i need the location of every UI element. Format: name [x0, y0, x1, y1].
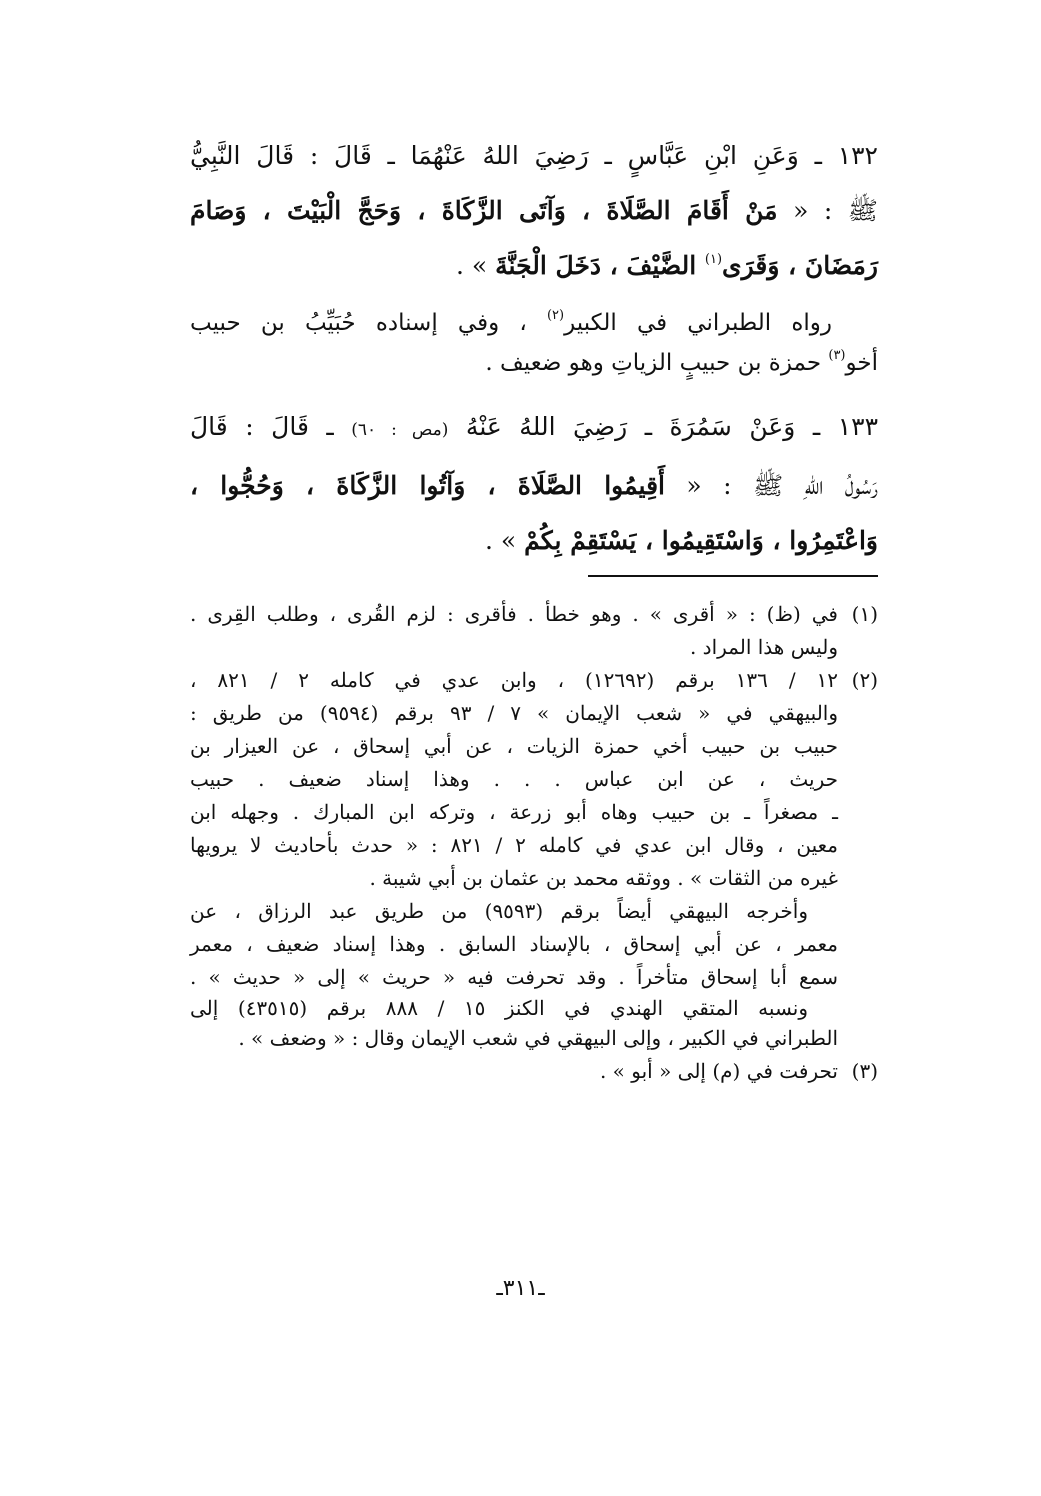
- manuscript-ref: (مص : ٦٠): [351, 420, 449, 440]
- hadith-133-line-2: [190, 458, 878, 513]
- footnote-separator: [588, 575, 878, 577]
- commentary-132-line-1: [190, 303, 878, 343]
- footnote-3: [190, 1055, 878, 1088]
- hadith-133-matn-2: وَاعْتَمِرُوا ، وَاسْتَقِيمُوا ، يَسْتَقِمْ بِكُمْ: [524, 526, 878, 555]
- hadith-133-line-3-end: » .: [484, 526, 525, 555]
- hadith-132-matn-1: مَنْ أَقَامَ الصَّلَاةَ ، وَآتَى الزَّكَاةَ ، وَحَجَّ الْبَيْتَ ، وَصَامَ: [190, 196, 778, 225]
- footnote-line: ـ مصغراً ـ بن حبيب وهاه أبو زرعة ، وتركه ابن المبارك . وجهله ابن: [190, 800, 838, 824]
- hadith-133-line-2-start: رَسُولُ اللهِ ﷺ : «: [664, 471, 879, 500]
- footnote-number: (٢): [851, 668, 878, 692]
- hadith-133: [190, 399, 878, 568]
- hadith-133-line-1b: ـ قَالَ : قَالَ: [190, 412, 352, 441]
- main-text: [190, 128, 878, 568]
- commentary-132-line-2b: حمزة بن حبيبٍ الزياتِ وهو ضعيف .: [485, 350, 829, 376]
- footnote-line: حريث ، عن ابن عباس . . . وهذا إسناد ضعيف . حبيب: [190, 767, 838, 791]
- footnote-ref-2: (٢): [546, 308, 565, 323]
- hadith-132-matn-2a: رَمَضَانَ ، وَقَرَى: [722, 251, 878, 280]
- footnote-number: (١): [851, 602, 878, 626]
- footnote-ref-1: (١): [704, 252, 723, 267]
- footnote-line: الطبراني في الكبير ، وإلى البيهقي في شعب الإيمان وقال : « وضعف » .: [238, 1026, 838, 1050]
- hadith-132: [190, 128, 878, 293]
- footnote-ref-3: (٣): [828, 348, 846, 363]
- hadith-133-line-1a: ١٣٣ ـ وَعَنْ سَمُرَةَ ـ رَضِيَ اللهُ عَنْهُ: [448, 412, 879, 441]
- hadith-132-line-3-end: » .: [456, 251, 496, 280]
- footnotes: [190, 598, 878, 1088]
- footnote-line: حبيب بن حبيب أخي حمزة الزيات ، عن أبي إسحاق ، عن العيزار بن: [190, 734, 838, 758]
- commentary-132-line-1a: رواه الطبراني في الكبير: [564, 310, 832, 336]
- hadith-132-line-3: [190, 238, 878, 293]
- footnote-line: تحرفت في (م) إلى « أبو » .: [599, 1059, 838, 1083]
- footnote-line: معمر ، عن أبي إسحاق ، بالإسناد السابق . وهذا إسناد ضعيف ، معمر: [190, 932, 838, 956]
- footnote-line: وأخرجه البيهقي أيضاً برقم (٩٥٩٣) من طريق عبد الرزاق ، عن: [190, 899, 808, 923]
- hadith-132-line-2: [190, 183, 878, 238]
- hadith-132-line-1: ١٣٢ ـ وَعَنِ ابْنِ عَبَّاسٍ ـ رَضِيَ اللهُ عَنْهُمَا ـ قَالَ : قَالَ النَّبِيُّ: [190, 141, 878, 170]
- footnote-line: سمع أبا إسحاق متأخراً . وقد تحرفت فيه « حريث » إلى « حديث » .: [190, 965, 838, 989]
- hadith-133-line-1: [190, 399, 878, 458]
- footnote-line: ١٢ / ١٣٦ برقم (١٢٦٩٢) ، وابن عدي في كامله ٢ / ٨٢١ ،: [190, 668, 839, 692]
- footnote-2: [190, 664, 878, 1055]
- footnote-line: والبيهقي في « شعب الإيمان » ٧ / ٩٣ برقم (٩٥٩٤) من طريق :: [190, 701, 839, 725]
- footnote-line: في (ظ) : « أقرى » . وهو خطأ . فأقرى : لزم القُرى ، وطلب القِرى .: [190, 602, 838, 626]
- footnote-1: [190, 598, 878, 664]
- commentary-132-line-2: [190, 343, 878, 383]
- hadith-133-line-3: [190, 513, 878, 568]
- hadith-132-matn-2b: الضَّيْفَ ، دَخَلَ الْجَنَّةَ: [495, 251, 705, 280]
- footnote-line: وليس هذا المراد .: [689, 635, 838, 659]
- commentary-132-line-2a: أخو: [845, 350, 878, 376]
- commentary-132-line-1b: ، وفي إسناده حُبَيِّبُ بن حبيب: [190, 310, 547, 336]
- footnote-line: ونسبه المتقي الهندي في الكنز ١٥ / ٨٨٨ برقم (٤٣٥١٥) إلى: [190, 996, 809, 1020]
- commentary-132: [190, 303, 878, 383]
- footnote-line: غيره من الثقات » . ووثقه محمد بن عثمان بن أبي شيبة .: [369, 866, 838, 890]
- hadith-133-matn-1: أَقِيمُوا الصَّلَاةَ ، وَآتُوا الزَّكَاةَ ، وَحُجُّوا ،: [190, 471, 665, 500]
- page-number: ـ٣١١ـ: [496, 1276, 545, 1301]
- footnote-line: معين ، وقال ابن عدي في كامله ٢ / ٨٢١ : « حدث بأحاديث لا يرويها: [190, 833, 838, 857]
- footnote-number: (٣): [851, 1059, 878, 1083]
- hadith-132-line-2-start: ﷺ : «: [777, 196, 878, 225]
